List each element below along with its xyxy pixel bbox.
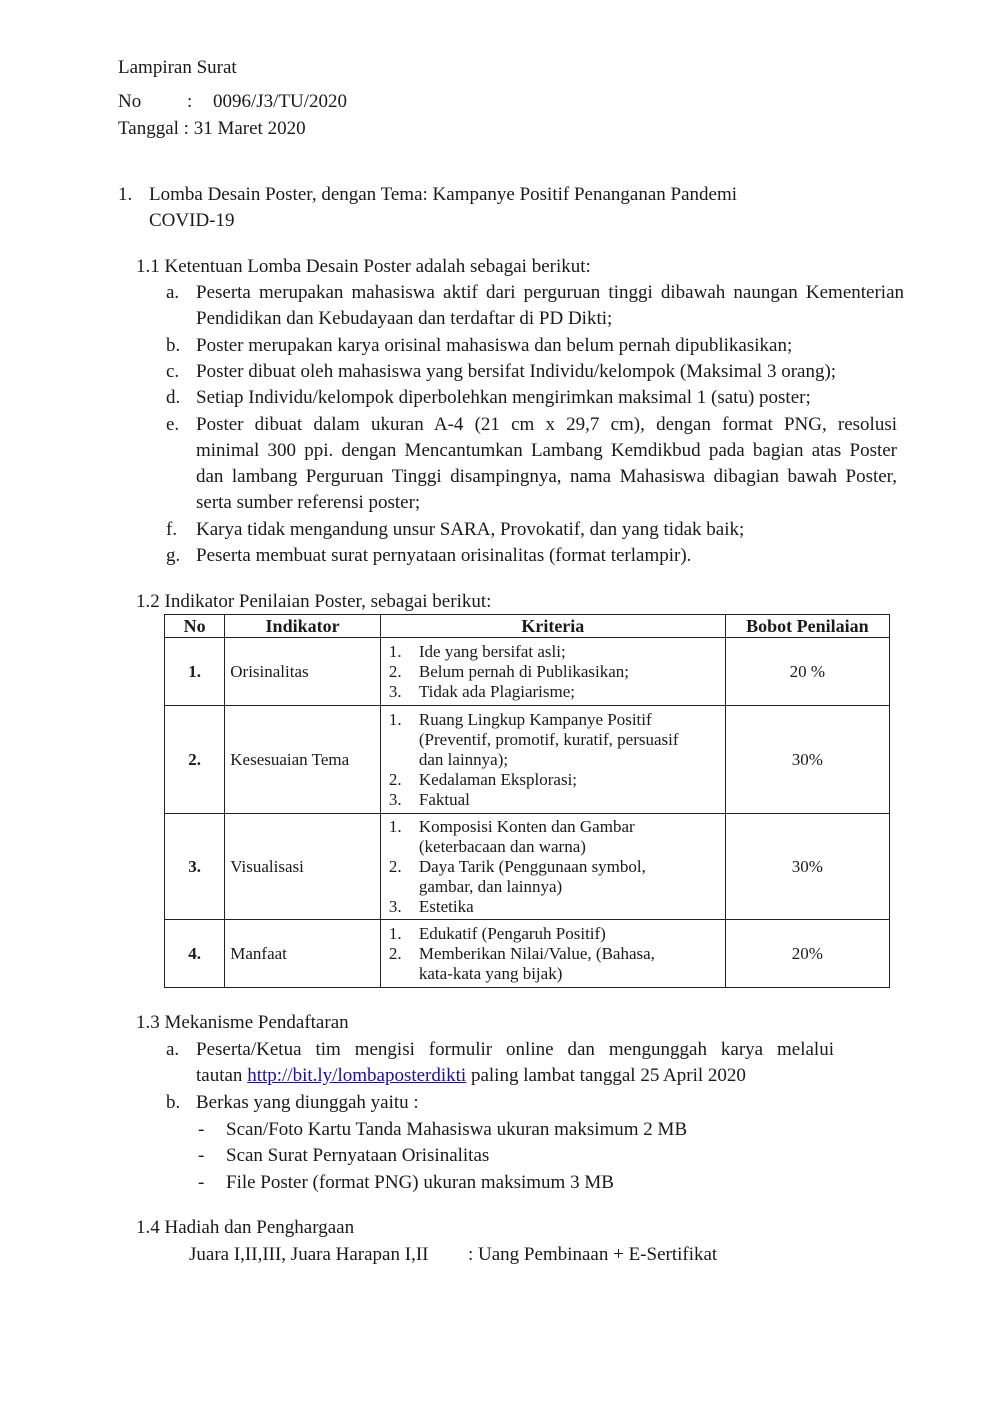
criteria-text [419,710,679,770]
subsection-1-1-heading: 1.1 Ketentuan Lomba Desain Poster adalah sebagai berikut: [136,256,591,277]
criteria-item [389,817,721,857]
column-header-indikator: Indikator [225,615,381,638]
rule-d-text: Setiap Individu/kelompok diperbolehkan mengirimkan maksimal 1 (satu) poster; [196,387,811,408]
table-row [165,920,890,988]
criteria-number: 2. [388,856,402,876]
rule-e-line-2: minimal 300 ppi. dengan Mencantumkan Lambang Kemdikbud pada bagian atas Poster [196,440,897,461]
criteria-text: Estetika [418,896,474,916]
criteria-text: Ide yang bersifat asli; [418,641,566,661]
row-bobot: 30% [725,814,889,920]
criteria-item [389,857,721,897]
rule-c-text: Poster dibuat oleh mahasiswa yang bersifat Individu/kelompok (Maksimal 3 orang); [196,361,837,382]
section-number: 1. [118,184,133,205]
registration-a-line-1: Peserta/Ketua tim mengisi formulir online dan mengunggah karya melalui [196,1039,834,1060]
criteria-text [419,857,646,897]
criteria-item [389,710,721,770]
row-number: 4. [165,920,225,988]
row-indikator: Orisinalitas [225,638,381,706]
assessment-table [164,614,890,988]
section-title-line-1: Lomba Desain Poster, dengan Tema: Kampanye Positif Penanganan Pandemi [149,184,738,205]
criteria-number: 2. [388,769,402,789]
row-indikator: Manfaat [225,920,381,988]
award-prize: : Uang Pembinaan + E-Sertifikat [468,1244,718,1265]
document-title: Lampiran Surat [118,57,237,78]
rule-e-line-4: serta sumber referensi poster; [196,492,421,513]
rule-e-line-3: dan lambang Perguruan Tinggi disampingnya, nama Mahasiswa dibagian bawah Poster, [196,466,897,487]
criteria-number: 1. [388,641,402,661]
criteria-item [389,642,721,662]
registration-a-pre: tautan [196,1065,248,1086]
criteria-text-line: (keterbacaan dan warna) [418,836,586,856]
rule-b-text: Poster merupakan karya orisinal mahasiswa dan belum pernah dipublikasikan; [196,335,793,356]
letter-number-value: 0096/J3/TU/2020 [213,91,348,112]
rule-e-line-1: Poster dibuat dalam ukuran A-4 (21 cm x 29,7 cm), dengan format PNG, resolusi [196,414,897,435]
criteria-text: Kedalaman Eksplorasi; [418,769,578,789]
row-indikator: Kesesuaian Tema [225,706,381,814]
criteria-text-line: kata-kata yang bijak) [418,963,563,983]
criteria-text-line: dan lainnya); [418,749,509,769]
row-bobot: 20% [725,920,889,988]
letter-date: Tanggal : 31 Maret 2020 [118,118,306,139]
criteria-text-line: Komposisi Konten dan Gambar [418,816,635,836]
criteria-text-line: (Preventif, promotif, kuratif, persuasif [418,729,679,749]
criteria-number: 2. [388,661,402,681]
criteria-text: Tidak ada Plagiarisme; [418,681,576,701]
rule-a-line-1: Peserta merupakan mahasiswa aktif dari perguruan tinggi dibawah naungan Kementerian [196,282,904,303]
table-row [165,638,890,706]
registration-b-text: Berkas yang diunggah yaitu : [196,1092,419,1113]
table-row [165,814,890,920]
registration-a-line-2 [196,1063,746,1089]
rule-d-letter: d. [166,387,181,408]
rule-c-letter: c. [166,361,180,382]
rule-e-letter: e. [166,414,180,435]
section-title-line-2: COVID-19 [149,210,235,231]
criteria-number: 3. [388,896,402,916]
criteria-text [419,817,635,857]
criteria-item [389,770,721,790]
rule-b-letter: b. [166,335,181,356]
row-kriteria [380,920,725,988]
criteria-text: Belum pernah di Publikasikan; [418,661,629,681]
criteria-number: 1. [388,709,402,729]
criteria-text-line: Memberikan Nilai/Value, (Bahasa, [418,943,655,963]
rule-g-text: Peserta membuat surat pernyataan orisinalitas (format terlampir). [196,545,692,566]
criteria-number: 1. [388,816,402,836]
criteria-text: Edukatif (Pengaruh Positif) [418,923,606,943]
rule-f-letter: f. [166,519,178,540]
criteria-item [389,790,721,810]
column-header-no: No [165,615,225,638]
criteria-text-line: Daya Tarik (Penggunaan symbol, [418,856,646,876]
row-kriteria [380,638,725,706]
criteria-number: 1. [388,923,402,943]
column-header-bobot: Bobot Penilaian [725,615,889,638]
file-item: Scan/Foto Kartu Tanda Mahasiswa ukuran maksimum 2 MB [226,1119,688,1140]
subsection-1-4-heading: 1.4 Hadiah dan Penghargaan [136,1217,355,1238]
row-indikator: Visualisasi [225,814,381,920]
row-kriteria [380,706,725,814]
criteria-text [419,944,655,984]
row-kriteria [380,814,725,920]
criteria-number: 3. [388,681,402,701]
row-number: 3. [165,814,225,920]
row-number: 1. [165,638,225,706]
subsection-1-2-heading: 1.2 Indikator Penilaian Poster, sebagai berikut: [136,591,492,612]
criteria-number: 3. [388,789,402,809]
letter-number-label: No [118,91,142,112]
rule-a-line-2: Pendidikan dan Kebudayaan dan terdaftar di PD Dikti; [196,308,613,329]
file-item: Scan Surat Pernyataan Orisinalitas [226,1145,490,1166]
criteria-item [389,682,721,702]
rule-g-letter: g. [166,545,181,566]
file-item-dash: - [198,1119,205,1140]
criteria-item [389,662,721,682]
registration-form-link[interactable]: http://bit.ly/lombaposterdikti [247,1065,467,1086]
table-row [165,706,890,814]
row-bobot: 30% [725,706,889,814]
table-header-row [165,615,890,638]
award-winners: Juara I,II,III, Juara Harapan I,II [189,1244,429,1265]
rule-a-letter: a. [166,282,180,303]
criteria-text-line: gambar, dan lainnya) [418,876,563,896]
letter-number-colon: : [187,91,193,112]
subsection-1-3-heading: 1.3 Mekanisme Pendaftaran [136,1012,349,1033]
row-number: 2. [165,706,225,814]
registration-a-post: paling lambat tanggal 25 April 2020 [466,1065,746,1086]
file-item-dash: - [198,1145,205,1166]
criteria-item [389,897,721,917]
registration-b-letter: b. [166,1092,181,1113]
rule-f-text: Karya tidak mengandung unsur SARA, Provokatif, dan yang tidak baik; [196,519,745,540]
file-item: File Poster (format PNG) ukuran maksimum 3 MB [226,1172,614,1193]
criteria-item [389,924,721,944]
column-header-kriteria: Kriteria [380,615,725,638]
criteria-text-line: Ruang Lingkup Kampanye Positif [418,709,652,729]
criteria-number: 2. [388,943,402,963]
registration-a-letter: a. [166,1039,180,1060]
file-item-dash: - [198,1172,205,1193]
criteria-text: Faktual [418,789,470,809]
criteria-item [389,944,721,984]
row-bobot: 20 % [725,638,889,706]
